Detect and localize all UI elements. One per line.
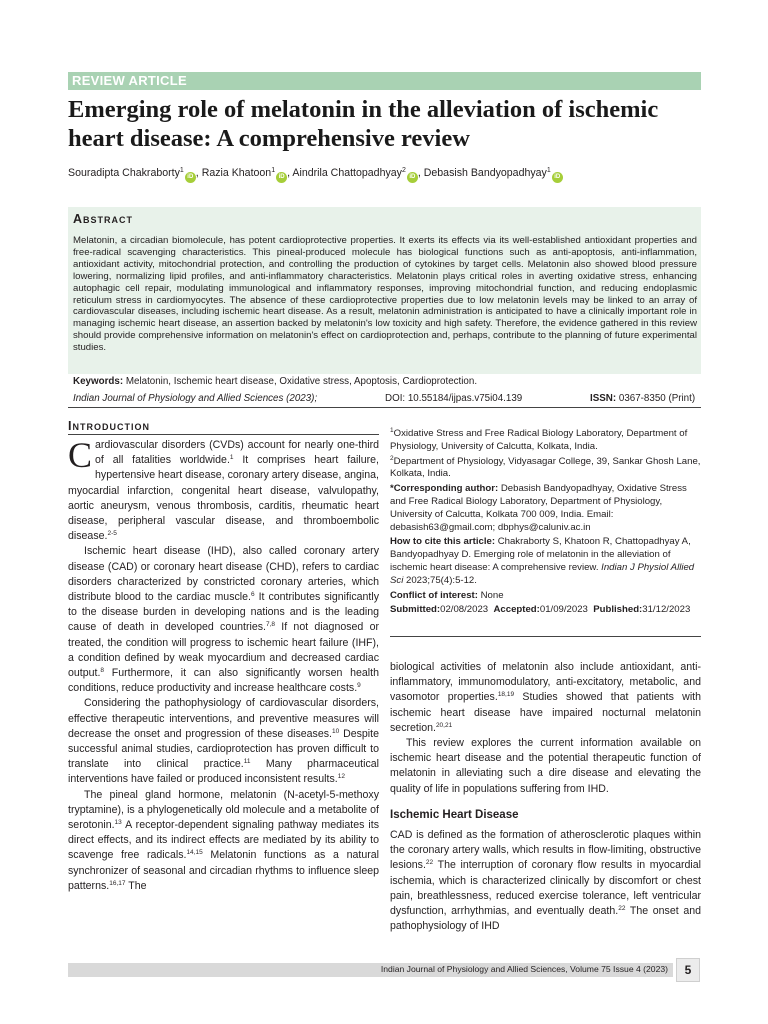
reference-marker[interactable]: 22 xyxy=(618,905,626,913)
affiliation-marker: 1 xyxy=(546,167,551,174)
orcid-icon[interactable]: iD xyxy=(276,172,287,183)
citation-doi[interactable]: DOI: 10.55184/ijpas.v75i04.139 xyxy=(385,393,523,404)
ischemic-heart-disease-heading: Ischemic Heart Disease xyxy=(390,809,519,821)
author-name[interactable]: Debasish Bandyopadhyay xyxy=(423,167,547,179)
header-divider xyxy=(68,407,701,408)
reference-marker[interactable]: 1 xyxy=(229,454,234,462)
affiliation-marker: 2 xyxy=(401,167,406,174)
introduction-divider xyxy=(68,434,379,435)
article-dates: Submitted:02/08/2023 Accepted:01/09/2023 Published:31/12/2023 xyxy=(390,604,691,616)
reference-marker[interactable]: 11 xyxy=(243,758,251,766)
author-name[interactable]: Souradipta Chakraborty xyxy=(68,167,180,179)
affiliation-marker: 1 xyxy=(271,167,276,174)
abstract-heading: Abstract xyxy=(73,212,134,226)
reference-marker[interactable]: 6 xyxy=(250,591,255,599)
left-column-body xyxy=(68,435,379,894)
how-to-cite: How to cite this article: Chakraborty S, Khatoon R, Chattopadhyay A, Bandyopadhyay D. Emerging role of melatonin in the alleviation of ischemic heart disease: A comprehensive review. Indian J Physiol Allied Sci 2023;75(4):5-12. xyxy=(390,536,695,586)
reference-marker[interactable]: 12 xyxy=(337,773,345,781)
reference-marker[interactable]: 2-5 xyxy=(107,530,117,538)
notes-divider xyxy=(390,636,701,637)
reference-marker[interactable]: 18,19 xyxy=(497,691,515,699)
reference-marker[interactable]: 8 xyxy=(100,667,105,675)
intro-paragraph: Cardiovascular disorders (CVDs) account for nearly one-third of all fatalities worldwide.$^1$ It comprises heart failure, hypertensive heart disease, coronary artery disease, angina, myocardial infarction, congenital heart disease, valvulopathy, aortic aneurysm, venous thrombosis, carditis, rheumatic heart disease, peripheral vascular disease, and thromboembolic disease.$^{2-5}$ xyxy=(68,435,379,543)
issn-value: 0367-8350 (Print) xyxy=(618,393,696,404)
reference-marker[interactable]: 7,8 xyxy=(265,621,276,629)
page-number: 5 xyxy=(676,958,700,982)
affiliation-1: $^1$Oxidative Stress and Free Radical Biology Laboratory, Department of Physiology, University of Calcutta, Kolkata, India. xyxy=(390,427,688,452)
intro-paragraph: The pineal gland hormone, melatonin (N-acetyl-5-methoxy tryptamine), is a phylogenetically old molecule and a metabolite of serotonin.$^{13}$ A receptor-dependent signaling pathway mediates its direct effects, and its indirect effects are mediated by its ability to scavenge free radicals.$^{14,15}$ Melatonin functions as a natural synchronizer of seasonal and circadian rhythms to influence sleep patterns.$^{16,17}$ The xyxy=(68,788,379,892)
drop-cap: C xyxy=(68,435,93,475)
footer-journal-info: Indian Journal of Physiology and Allied Sciences, Volume 75 Issue 4 (2023) xyxy=(380,964,668,974)
introduction-heading: Introduction xyxy=(68,419,150,433)
ihd-section-body xyxy=(390,828,701,934)
reference-marker[interactable]: 10 xyxy=(331,727,340,735)
ihd-paragraph: CAD is defined as the formation of atherosclerotic plaques within the coronary artery walls, which results in flow-limiting, obstructive lesions.$^{22}$ The interruption of coronary flow results in myocardial ischemia, which is characterized clinically by discomfort or chest pain, breathlessness, reduced exercise tolerance, left ventricular dysfunction, arrhythmias, and eventually death.$^{22}$ The onset and pathophysiology of IHD xyxy=(390,829,702,933)
reference-marker[interactable]: 20,21 xyxy=(435,721,453,729)
article-type-label: REVIEW ARTICLE xyxy=(72,73,187,88)
keywords-list: Melatonin, Ischemic heart disease, Oxidative stress, Apoptosis, Cardioprotection. xyxy=(125,376,478,387)
keywords xyxy=(73,376,697,388)
citation-journal: Indian Journal of Physiology and Allied Sciences (2023); xyxy=(73,393,318,404)
author-name[interactable]: Razia Khatoon xyxy=(201,167,272,179)
conflict-of-interest: Conflict of interest: None xyxy=(390,589,504,601)
orcid-icon[interactable]: iD xyxy=(407,172,418,183)
intro-paragraph: Considering the pathophysiology of cardiovascular disorders, effective therapeutic interventions, and preventive measures will decrease the onset and progression of these diseases.$^{10}$ Despite successful animal studies, cardioprotection has proven difficult to translate into clinical practice.$^{11}$ Many pharmaceutical interventions have failed or produced inconsistent results.$^{12}$ xyxy=(68,697,379,786)
affiliation-2: $^2$Department of Physiology, Vidyasagar College, 39, Sankar Ghosh Lane, Kolkata, India. xyxy=(390,454,701,480)
citation-issn xyxy=(590,393,695,405)
intro-paragraph: biological activities of melatonin also include antioxidant, anti-inflammatory, immunomodulatory, anti-excitatory, metabolic, and vasomotor properties.$^{18,19}$ Studies showed that patients with ischemic heart disease have impaired nocturnal melatonin secretion.$^{20,21}$ xyxy=(390,661,702,734)
reference-marker[interactable]: 9 xyxy=(357,682,361,690)
article-notes xyxy=(390,428,701,619)
abstract-text: Melatonin, a circadian biomolecule, has potent cardioprotective properties. It exerts its effects via its well-established antioxidant properties and free-radical scavenging characteristics. This pineal-produced molecule has biological functions such as anti-apoptosis, anti-inflammation, antioxidant activity, mitochondrial protection, and controlling the production of cytokines by target cells. Melatonin also showed blood pressure lowering, normalizing lipid profiles, and anti-inflammatory characteristics. Melatonin plays critical roles in averting oxidative stress, enhancing autophagic cell repair, modulating immunological and inflammatory responses, improving mitochondrial function, and reducing endoplasmic reticulum stress in cardiomyocytes. The absence of these cardioprotective properties due to low melatonin levels may be linked to an array of cardiovascular diseases, including ischemic heart disease. As a result, melatonin administration is anticipated to have a clinically important role in managing ischemic heart disease, an assertion backed by melatonin's low toxicity and high safety. Therefore, the evidence gathered in this review should provide comprehensive information on melatonin's effect on cardioprotection and, perhaps, contribute to the planning of future experimental studies. xyxy=(73,235,697,354)
right-column-body xyxy=(390,660,701,797)
article-type-banner xyxy=(68,72,701,90)
author-name[interactable]: Aindrila Chattopadhyay xyxy=(292,167,402,179)
orcid-icon[interactable]: iD xyxy=(552,172,563,183)
reference-marker[interactable]: 14,15 xyxy=(186,849,203,857)
reference-marker[interactable]: 16,17 xyxy=(109,879,126,887)
intro-paragraph: Ischemic heart disease (IHD), also called coronary artery disease (CAD) or coronary heart disease (CHD), refers to cardiac disorders characterized by constricted coronary arteries, which distribute blood to the cardiac muscle.$^6$ It contributes significantly to the disease burden in developing nations and is the leading cause of death in developed countries.$^{7,8}$ If not diagnosed or treated, the condition will progress to ischemic heart failure (IHF), a condition defined by weak myocardium and decreased cardiac output.$^8$ Furthermore, it can also significantly worsen health conditions, reduce productivity and increase healthcare costs.$^9$ xyxy=(68,545,379,695)
reference-marker[interactable]: 13 xyxy=(114,819,122,827)
keywords-label: Keywords: xyxy=(73,376,124,387)
reference-marker[interactable]: 22 xyxy=(425,859,434,867)
article-title: Emerging role of melatonin in the alleviation of ischemic heart disease: A comprehensive review xyxy=(68,96,659,152)
intro-paragraph: This review explores the current information available on ischemic heart disease and the potential therapeutic function of melatonin in alleviating such a dire disease and elevating the quality of life in populations suffering from IHD. xyxy=(390,737,701,795)
issn-label: ISSN: xyxy=(590,393,617,404)
author-list: Souradipta Chakraborty$^1$iD , Razia Khatoon$^1$iD , Aindrila Chattopadhyay$^2$iD , Debasish Bandyopadhyay$^1$iD xyxy=(68,164,708,183)
orcid-icon[interactable]: iD xyxy=(185,172,196,183)
corresponding-author: *Corresponding author: Debasish Bandyopadhyay, Oxidative Stress and Free Radical Biology Laboratory, Department of Physiology, University of Calcutta, Kolkata 700 009, India. Email: debasish63@gmail.com; dbphys@caluniv.ac.in xyxy=(390,483,687,533)
affiliation-marker: 1 xyxy=(179,167,184,174)
